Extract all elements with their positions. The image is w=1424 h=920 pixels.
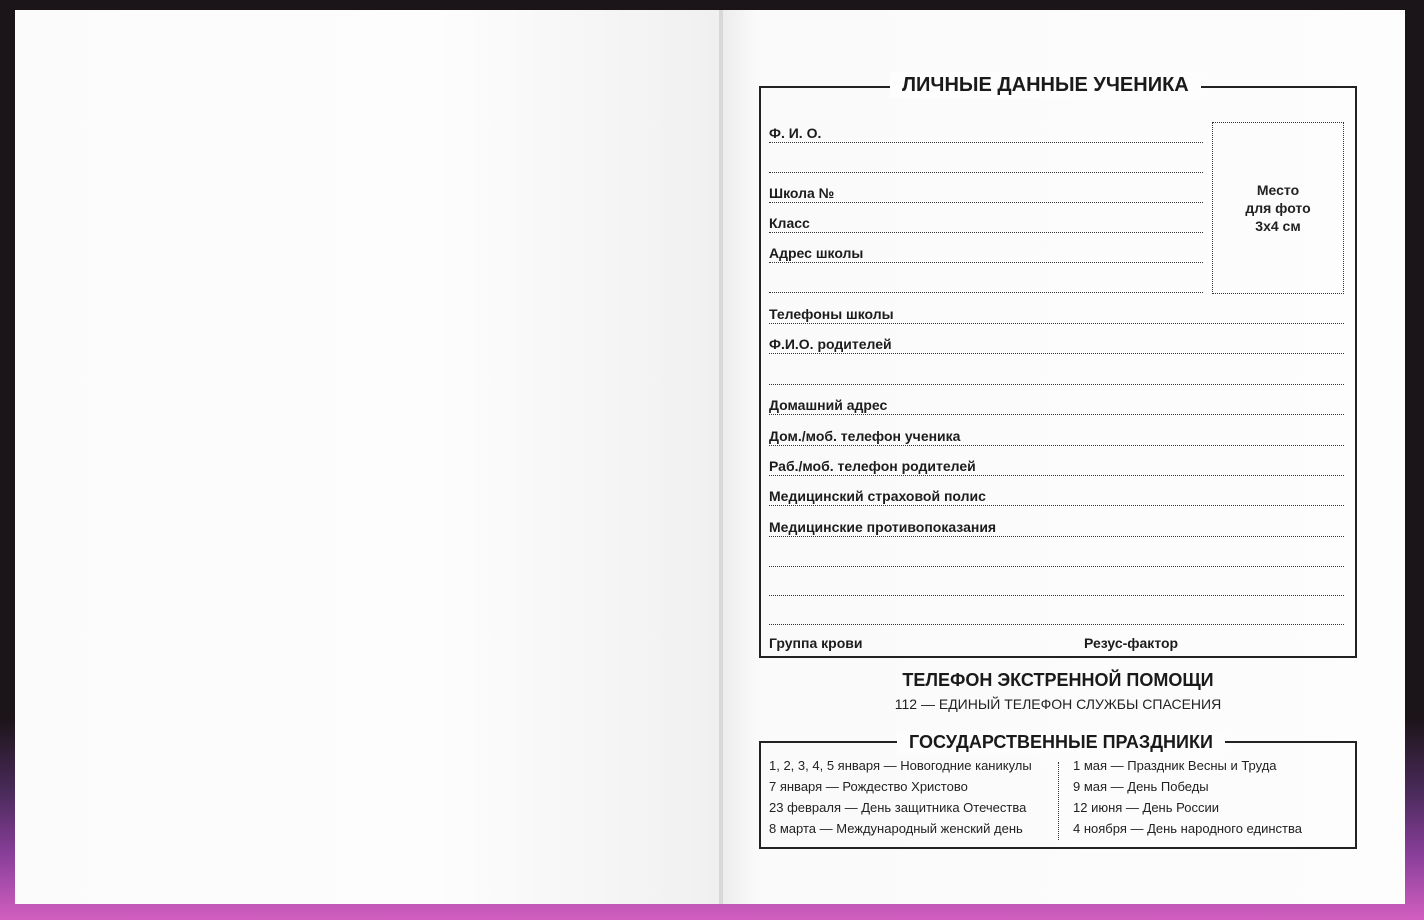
label-rh-factor: Резус-фактор <box>1084 635 1179 651</box>
photo-placeholder <box>1212 122 1344 294</box>
label-fio: Ф. И. О. <box>769 125 822 141</box>
label-blood-group: Группа крови <box>769 635 863 651</box>
holidays-divider <box>1058 762 1059 840</box>
holiday-left-4: 8 марта — Международный женский день <box>769 821 1023 836</box>
field-insurance[interactable] <box>769 485 1344 506</box>
holiday-left-2: 7 января — Рождество Христово <box>769 779 968 794</box>
holiday-right-1: 1 мая — Праздник Весны и Труда <box>1073 758 1277 773</box>
left-page <box>15 10 720 904</box>
label-student-phone: Дом./моб. телефон ученика <box>769 428 961 444</box>
field-parents-phone[interactable] <box>769 455 1344 476</box>
label-school-no: Школа № <box>769 185 835 201</box>
field-parents-fio-extra[interactable] <box>769 364 1344 385</box>
personal-data-title: ЛИЧНЫЕ ДАННЫЕ УЧЕНИКА <box>890 72 1201 98</box>
field-fio-extra[interactable] <box>769 152 1203 173</box>
field-school-address[interactable] <box>769 242 1203 263</box>
holiday-left-1: 1, 2, 3, 4, 5 января — Новогодние каникулы <box>769 758 1032 773</box>
page-spine <box>719 10 723 904</box>
label-contraindications: Медицинские противопоказания <box>769 519 997 535</box>
holiday-left-3: 23 февраля — День защитника Отечества <box>769 800 1027 815</box>
field-contraindications[interactable] <box>769 516 1344 537</box>
field-student-phone[interactable] <box>769 425 1344 446</box>
label-school-address: Адрес школы <box>769 245 864 261</box>
field-rh-factor[interactable] <box>1084 632 1344 652</box>
label-class: Класс <box>769 215 810 231</box>
label-parents-fio: Ф.И.О. родителей <box>769 336 892 352</box>
holiday-right-2: 9 мая — День Победы <box>1073 779 1209 794</box>
holiday-right-4: 4 ноября — День народного единства <box>1073 821 1302 836</box>
label-home-address: Домашний адрес <box>769 397 888 413</box>
field-contraindications-extra-2[interactable] <box>769 575 1344 596</box>
field-school-phones[interactable] <box>769 303 1344 324</box>
photo-line-3: 3x4 см <box>1255 218 1301 234</box>
photo-line-2: для фото <box>1245 200 1311 216</box>
field-contraindications-extra-3[interactable] <box>769 604 1344 625</box>
emergency-subtitle: 112 — ЕДИНЫЙ ТЕЛЕФОН СЛУЖБЫ СПАСЕНИЯ <box>894 696 1222 712</box>
label-insurance: Медицинский страховой полис <box>769 488 986 504</box>
field-parents-fio[interactable] <box>769 333 1344 354</box>
field-home-address[interactable] <box>769 394 1344 415</box>
field-blood-group[interactable] <box>769 632 1069 652</box>
emergency-title: ТЕЛЕФОН ЭКСТРЕННОЙ ПОМОЩИ <box>902 670 1214 690</box>
field-fio[interactable] <box>769 122 1203 143</box>
field-school-address-extra[interactable] <box>769 272 1203 293</box>
label-school-phones: Телефоны школы <box>769 306 894 322</box>
field-school-no[interactable] <box>769 182 1203 203</box>
field-contraindications-extra-1[interactable] <box>769 546 1344 567</box>
photo-line-1: Место <box>1256 182 1300 198</box>
holidays-title: ГОСУДАРСТВЕННЫЕ ПРАЗДНИКИ <box>897 731 1225 753</box>
field-class[interactable] <box>769 212 1203 233</box>
label-parents-phone: Раб./моб. телефон родителей <box>769 458 976 474</box>
holiday-right-3: 12 июня — День России <box>1073 800 1219 815</box>
